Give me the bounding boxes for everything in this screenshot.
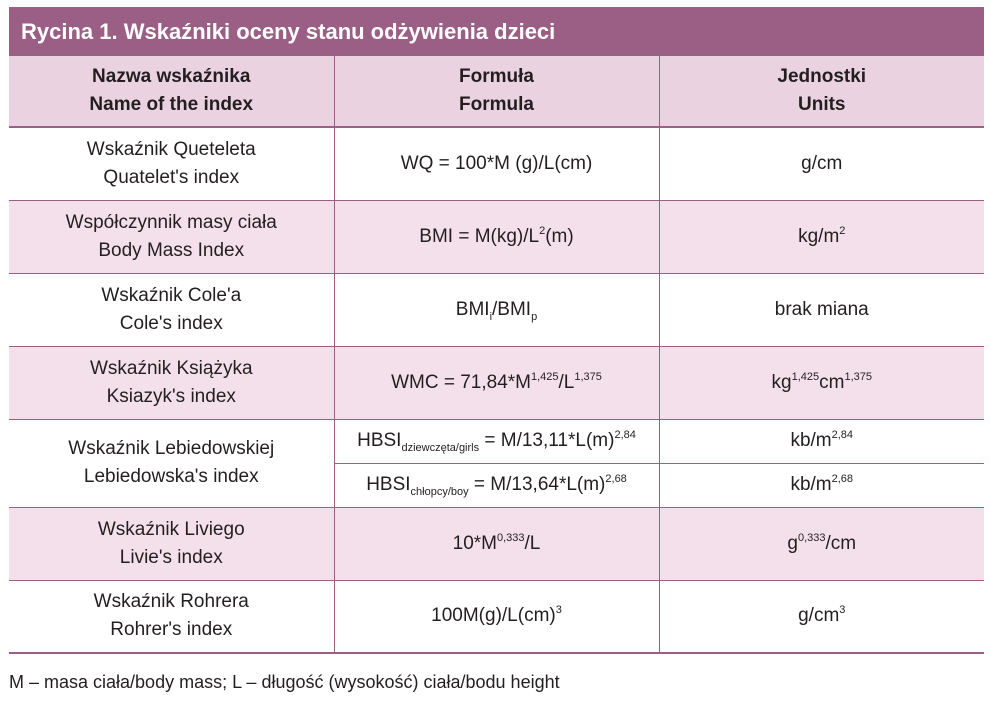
formula-cell: $10*M^{0,333}/L$ <box>334 507 659 580</box>
index-name-cell: Wskaźnik Liviego Livie's index <box>9 507 334 580</box>
header-name: Nazwa wskaźnika Name of the index <box>9 56 334 127</box>
footnote: M – masa ciała/body mass; L – długość (wysokość) ciała/bodu height <box>9 672 560 692</box>
units-cell: kg$^{1,425}$cm$^{1,375}$ <box>659 346 984 419</box>
index-name-cell: Współczynnik masy ciała Body Mass Index <box>9 200 334 273</box>
table-header-row <box>9 56 984 127</box>
figure <box>9 7 984 654</box>
table-row <box>9 580 984 653</box>
figure-title: Rycina 1. Wskaźniki oceny stanu odżywienia dzieci <box>9 7 984 56</box>
index-name-cell: Wskaźnik Rohrera Rohrer's index <box>9 580 334 653</box>
index-name-cell: Wskaźnik Lebiedowskiej Lebiedowska's index <box>9 419 334 507</box>
table-row <box>9 273 984 346</box>
index-name-cell: Wskaźnik Cole'a Cole's index <box>9 273 334 346</box>
header-units: Jednostki Units <box>659 56 984 127</box>
index-name-cell: Wskaźnik Queteleta Quatelet's index <box>9 127 334 200</box>
header-formula: Formuła Formula <box>334 56 659 127</box>
indices-table <box>9 56 984 654</box>
formula-cell: WMC = $71,84*M^{1,425}/L^{1,375}$ <box>334 346 659 419</box>
formula-cell: 100M(g)/L(cm)$^3$ <box>334 580 659 653</box>
index-name-cell: Wskaźnik Książyka Ksiazyk's index <box>9 346 334 419</box>
formula-cell: BMI = $M(kg)/L^2(m)$ <box>334 200 659 273</box>
units-cell: g/cm <box>659 127 984 200</box>
formula-cell-boys: $HBSI_{chłopcy/boy} = M/13,64*L(m)^{2,68}$ <box>334 463 659 507</box>
table-row <box>9 419 984 463</box>
units-cell: $g^{0,333}/cm$ <box>659 507 984 580</box>
units-cell: brak miana <box>659 273 984 346</box>
units-cell: $g/cm^3$ <box>659 580 984 653</box>
formula-cell: WQ = 100*M (g)/L(cm) <box>334 127 659 200</box>
units-cell-girls: $kb/m^{2,84}$ <box>659 419 984 463</box>
table-row <box>9 346 984 419</box>
units-cell: $kg/m^2$ <box>659 200 984 273</box>
formula-cell-girls: $HBSI_{dziewczęta/girls} = M/13,11*L(m)^{2,84}$ <box>334 419 659 463</box>
formula-cell: $BMI_i/BMI_p$ <box>334 273 659 346</box>
units-cell-boys: $kb/m^{2,68}$ <box>659 463 984 507</box>
table-row <box>9 127 984 200</box>
table-row <box>9 507 984 580</box>
table-row <box>9 200 984 273</box>
